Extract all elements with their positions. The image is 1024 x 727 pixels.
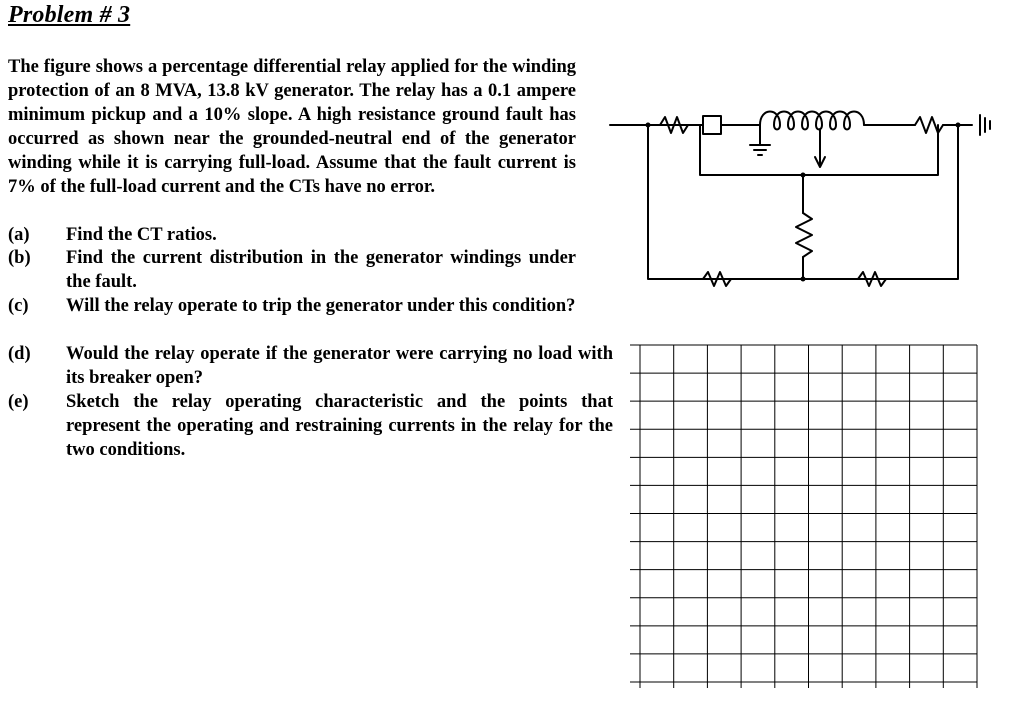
question-d-label: (d) <box>8 344 31 364</box>
differential-relay-circuit-diagram <box>600 95 1024 290</box>
question-c-text: Will the relay operate to trip the generator under this condition? <box>66 296 576 316</box>
question-a-text: Find the CT ratios. <box>66 225 217 245</box>
problem-statement: The figure shows a percentage differential relay applied for the winding protection of an 8 MVA, 13.8 kV generator. The relay has a 0.1 ampere minimum pickup and a 10% slope. A high resistance ground fault has occurred as shown near the grounded-neutral end of the generator winding while it is carrying full-load. Assume that the fault current is 7% of the full-load current and the CTs have no error. <box>8 57 576 197</box>
problem-title: Problem # 3 <box>8 2 131 28</box>
question-e-text: Sketch the relay operating characteristic and the points that represent the operating and restraining currents in the relay for the two conditions. <box>66 392 613 460</box>
question-e-label: (e) <box>8 392 29 412</box>
question-a-label: (a) <box>8 225 30 245</box>
breaker-box <box>703 116 721 134</box>
question-b-text: Find the current distribution in the generator windings under the fault. <box>66 248 576 292</box>
operating-coil <box>796 213 812 257</box>
question-d-text: Would the relay operate if the generator were carrying no load with its breaker open? <box>66 344 613 388</box>
question-b-label: (b) <box>8 248 31 268</box>
generator-winding <box>760 112 864 130</box>
question-c-label: (c) <box>8 296 29 316</box>
blank-graph-grid <box>630 340 980 690</box>
